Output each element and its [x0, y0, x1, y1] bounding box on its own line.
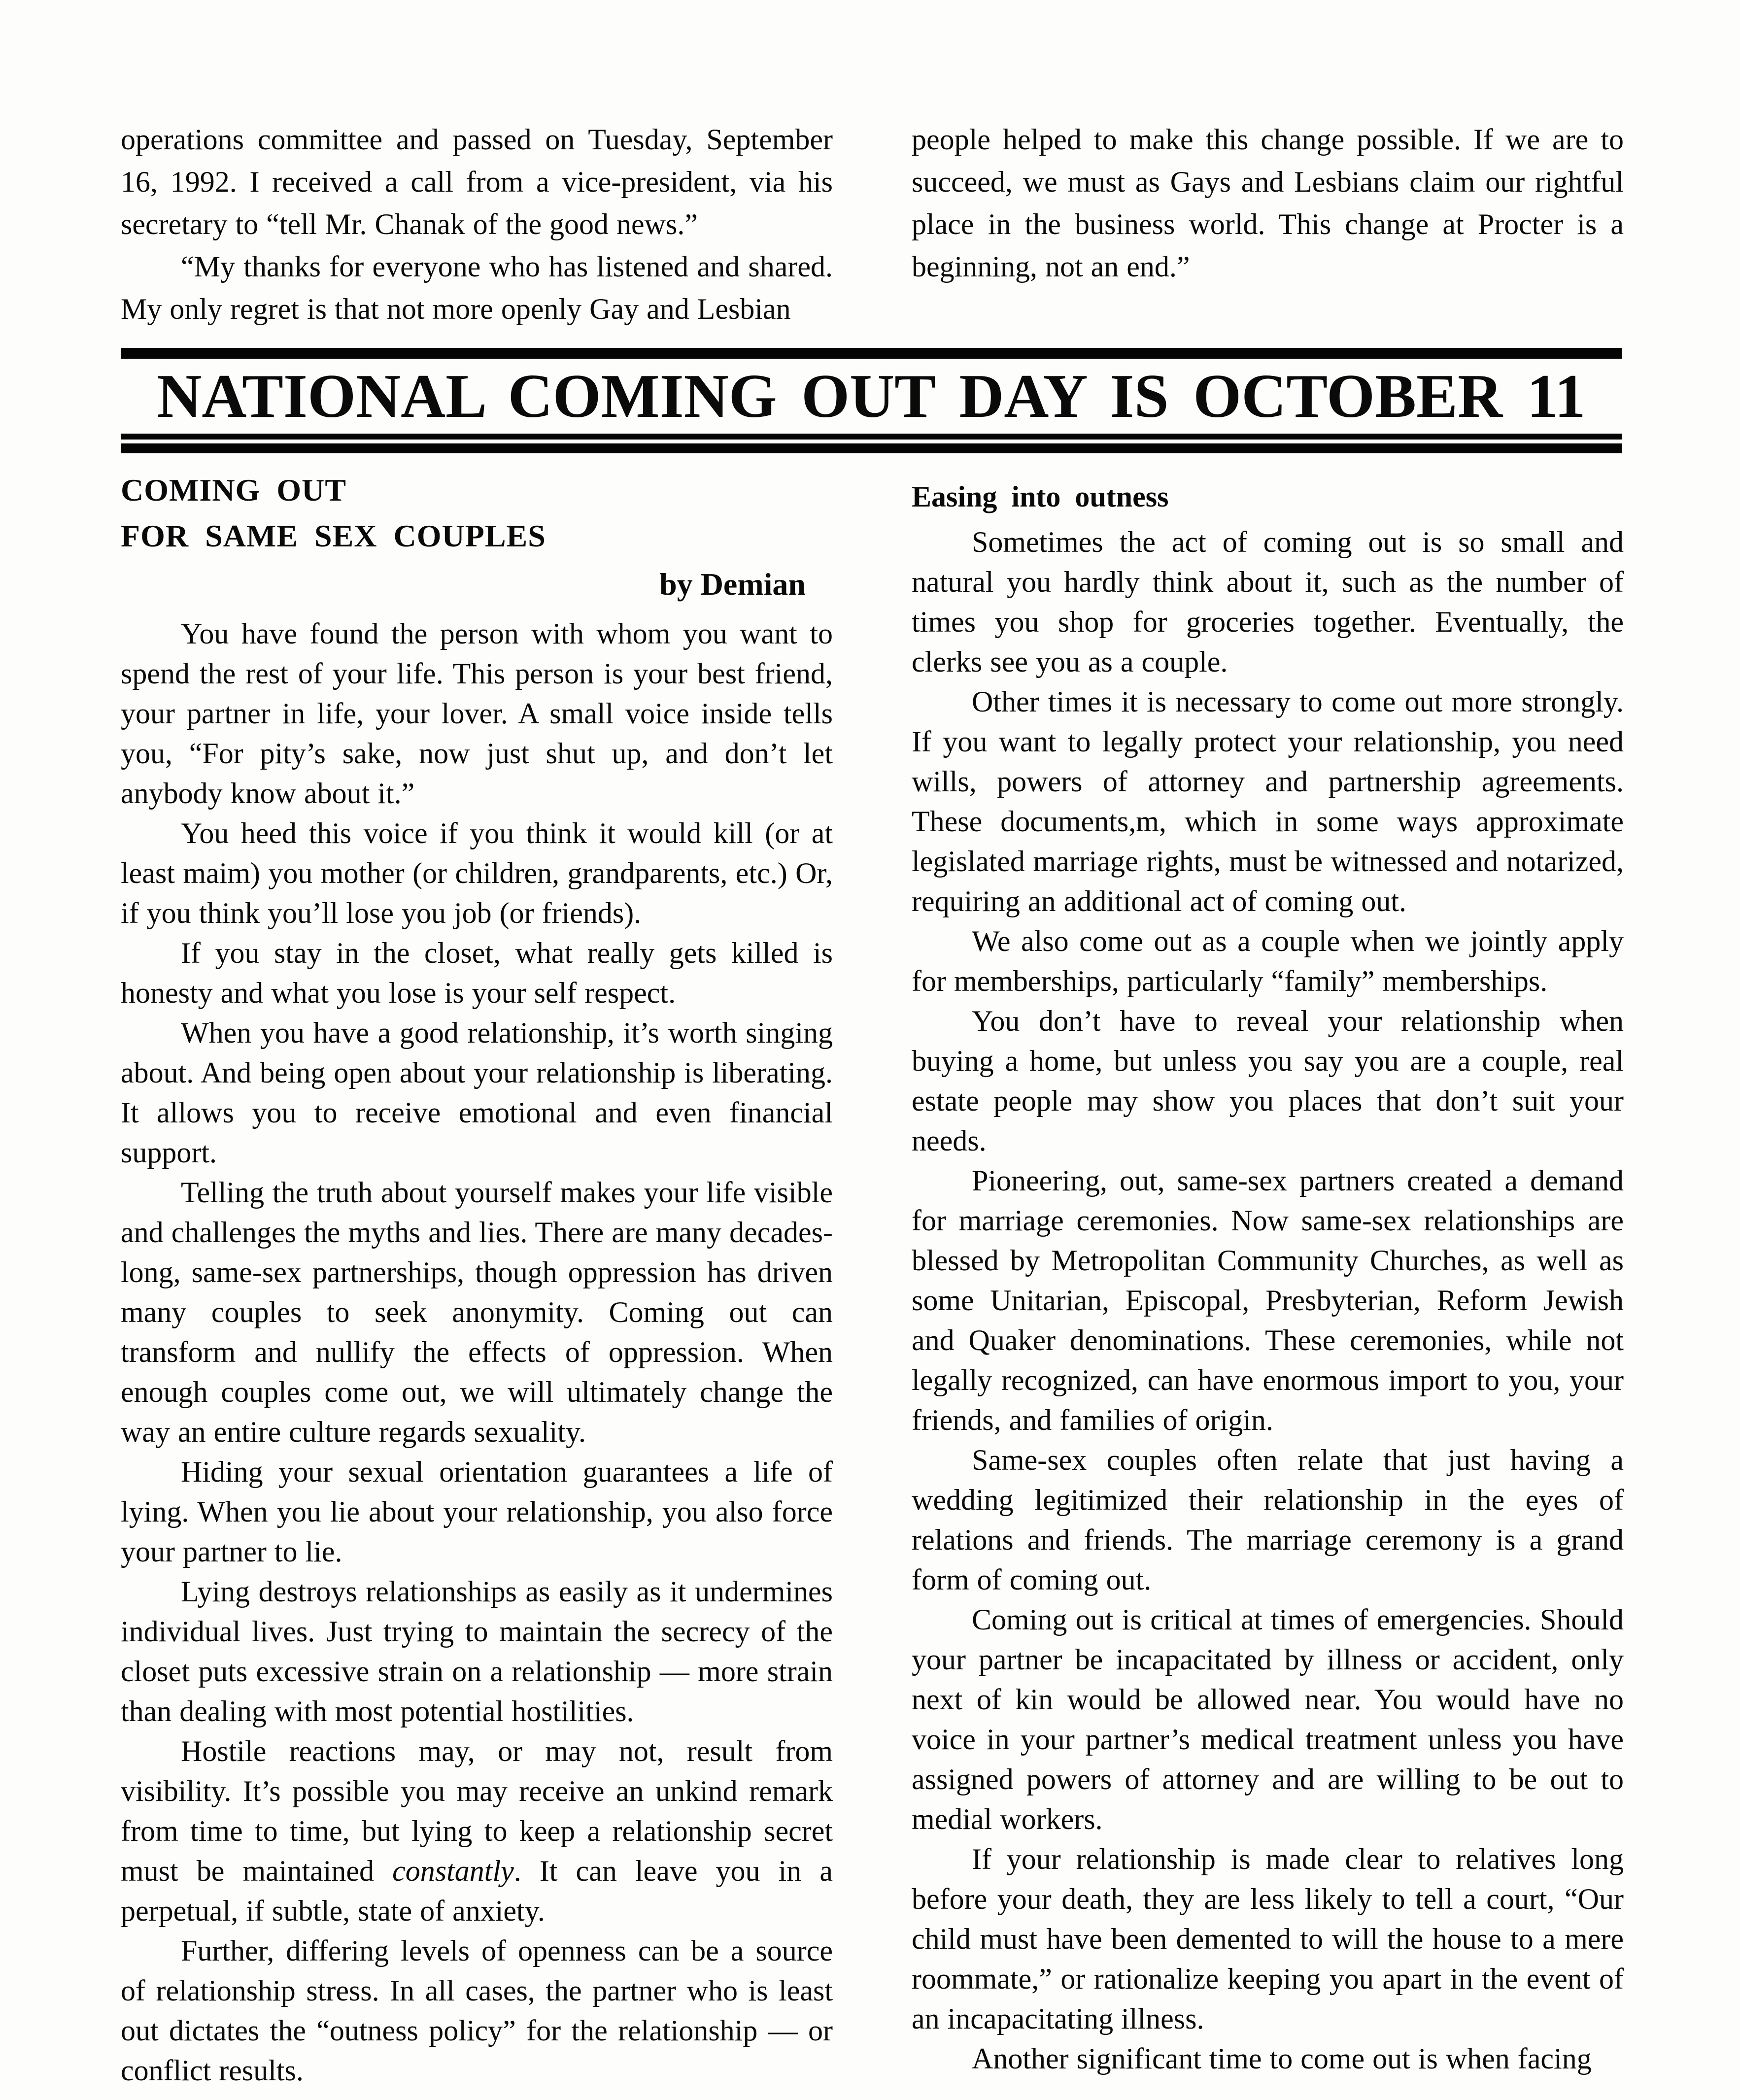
paragraph: Lying destroys relationships as easily as it undermines individual lives. Just trying to maintain the secrecy of the closet puts excessive strain on a relationship — more strain than dealing with most potential hostilities. [121, 1575, 833, 1727]
article-right-column [912, 458, 1624, 2091]
paragraph: Sometimes the act of coming out is so small and natural you hardly think about it, such as the number of times you shop for groceries together. Eventually, the clerks see you as a couple. [912, 526, 1624, 678]
article-left-body [121, 614, 833, 2091]
paragraph: Further, differing levels of openness can be a source of relationship stress. In all cases, the partner who is least out dictates the “outness policy” for the relationship — or conflict results. [121, 1934, 833, 2087]
banner-bottom-rule [121, 443, 1622, 453]
paragraph-text: Hostile reactions may, or may not, result from visibility. It’s possible you may receive an unkind remark from time to time, but lying to keep a relationship secret must be maintained [121, 1735, 833, 1887]
paragraph: If you stay in the closet, what really gets killed is honesty and what you lose is your self respect. [121, 937, 833, 1009]
section-heading: Easing into outness [912, 480, 1169, 513]
paragraph: “My thanks for everyone who has listened and shared. My only regret is that not more openly Gay and Lesbian [121, 250, 833, 325]
paragraph: Same-sex couples often relate that just having a wedding legitimized their relationship in the eyes of relations and friends. The marriage ceremony is a grand form of coming out. [912, 1444, 1624, 1596]
article-title-line2: FOR SAME SEX COUPLES [121, 518, 546, 553]
paragraph: Pioneering, out, same-sex partners created a demand for marriage ceremonies. Now same-sex relationships are blessed by Metropolitan Community Churches, as well as some Unitarian, Episcopal, Presbyterian, Reform Jewish and Quaker denominations. These ceremonies, while not legally recognized, can have enormous import to you, your friends, and families of origin. [912, 1164, 1624, 1436]
paragraph: Telling the truth about yourself makes your life visible and challenges the myths and lies. There are many decades-long, same-sex partnerships, though oppression has driven many couples to seek anonymity. Coming out can transform and nullify the effects of oppression. When enough couples come out, we will ultimately change the way an entire culture regards sexuality. [121, 1176, 833, 1448]
article-left-column [121, 458, 833, 2091]
article-title-line1: COMING OUT [121, 473, 346, 508]
paragraph: Another significant time to come out is when facing [972, 2042, 1592, 2075]
article-right-body [912, 522, 1624, 2079]
top-right-column [912, 118, 1624, 330]
banner-top-rule [121, 348, 1622, 359]
paragraph: You don’t have to reveal your relationship when buying a home, but unless you say you are a couple, real estate people may show you places that don’t suit your needs. [912, 1005, 1624, 1157]
paragraph: If your relationship is made clear to relatives long before your death, they are less likely to tell a court, “Our child must have been demented to will the house to a mere roommate,” or rationalize keeping you apart in the event of an incapacitating illness. [912, 1843, 1624, 2035]
emphasized-word: constantly [392, 1855, 514, 1887]
top-left-column [121, 118, 833, 330]
top-continuation-block [121, 118, 1622, 330]
banner-underline-rule [121, 434, 1622, 440]
paragraph: Coming out is critical at times of emergencies. Should your partner be incapacitated by illness or accident, only next of kin would be allowed near. You would have no voice in your partner’s medical treatment unless you have assigned powers of attorney and are willing to be out to medial workers. [912, 1603, 1624, 1835]
article-block [121, 458, 1622, 2091]
article-title [121, 467, 833, 559]
paragraph [121, 1731, 833, 1931]
byline: by Demian [659, 567, 806, 602]
paragraph: Hiding your sexual orientation guarantees a life of lying. When you lie about your relationship, you also force your partner to lie. [121, 1456, 833, 1568]
paragraph: Other times it is necessary to come out more strongly. If you want to legally protect your relationship, you need wills, powers of attorney and partnership agreements. These documents,m, which in some ways approximate legislated marriage rights, must be witnessed and notarized, requiring an additional act of coming out. [912, 685, 1624, 917]
paragraph: You heed this voice if you think it would kill (or at least maim) you mother (or children, grandparents, etc.) Or, if you think you’ll lose you job (or friends). [121, 817, 833, 929]
paragraph-text: . It can leave you in a perpetual, if subtle, state of anxiety. [121, 1855, 833, 1927]
paragraph: You have found the person with whom you want to spend the rest of your life. This person is your best friend, your partner in life, your lover. A small voice inside tells you, “For pity’s sake, now just shut up, and don’t let anybody know about it.” [121, 617, 833, 810]
paragraph: people helped to make this change possible. If we are to succeed, we must as Gays and Lesbians claim our rightful place in the business world. This change at Procter is a beginning, not an end.” [912, 123, 1624, 283]
banner [121, 348, 1622, 453]
banner-headline: NATIONAL COMING OUT DAY IS OCTOBER 11 [157, 362, 1586, 431]
paragraph: operations committee and passed on Tuesday, September 16, 1992. I received a call from a vice-president, via his secretary to “tell Mr. Chanak of the good news.” [121, 123, 833, 240]
paragraph: We also come out as a couple when we jointly apply for memberships, particularly “family” memberships. [912, 925, 1624, 997]
paragraph: When you have a good relationship, it’s worth singing about. And being open about your relationship is liberating. It allows you to receive emotional and even financial support. [121, 1016, 833, 1169]
